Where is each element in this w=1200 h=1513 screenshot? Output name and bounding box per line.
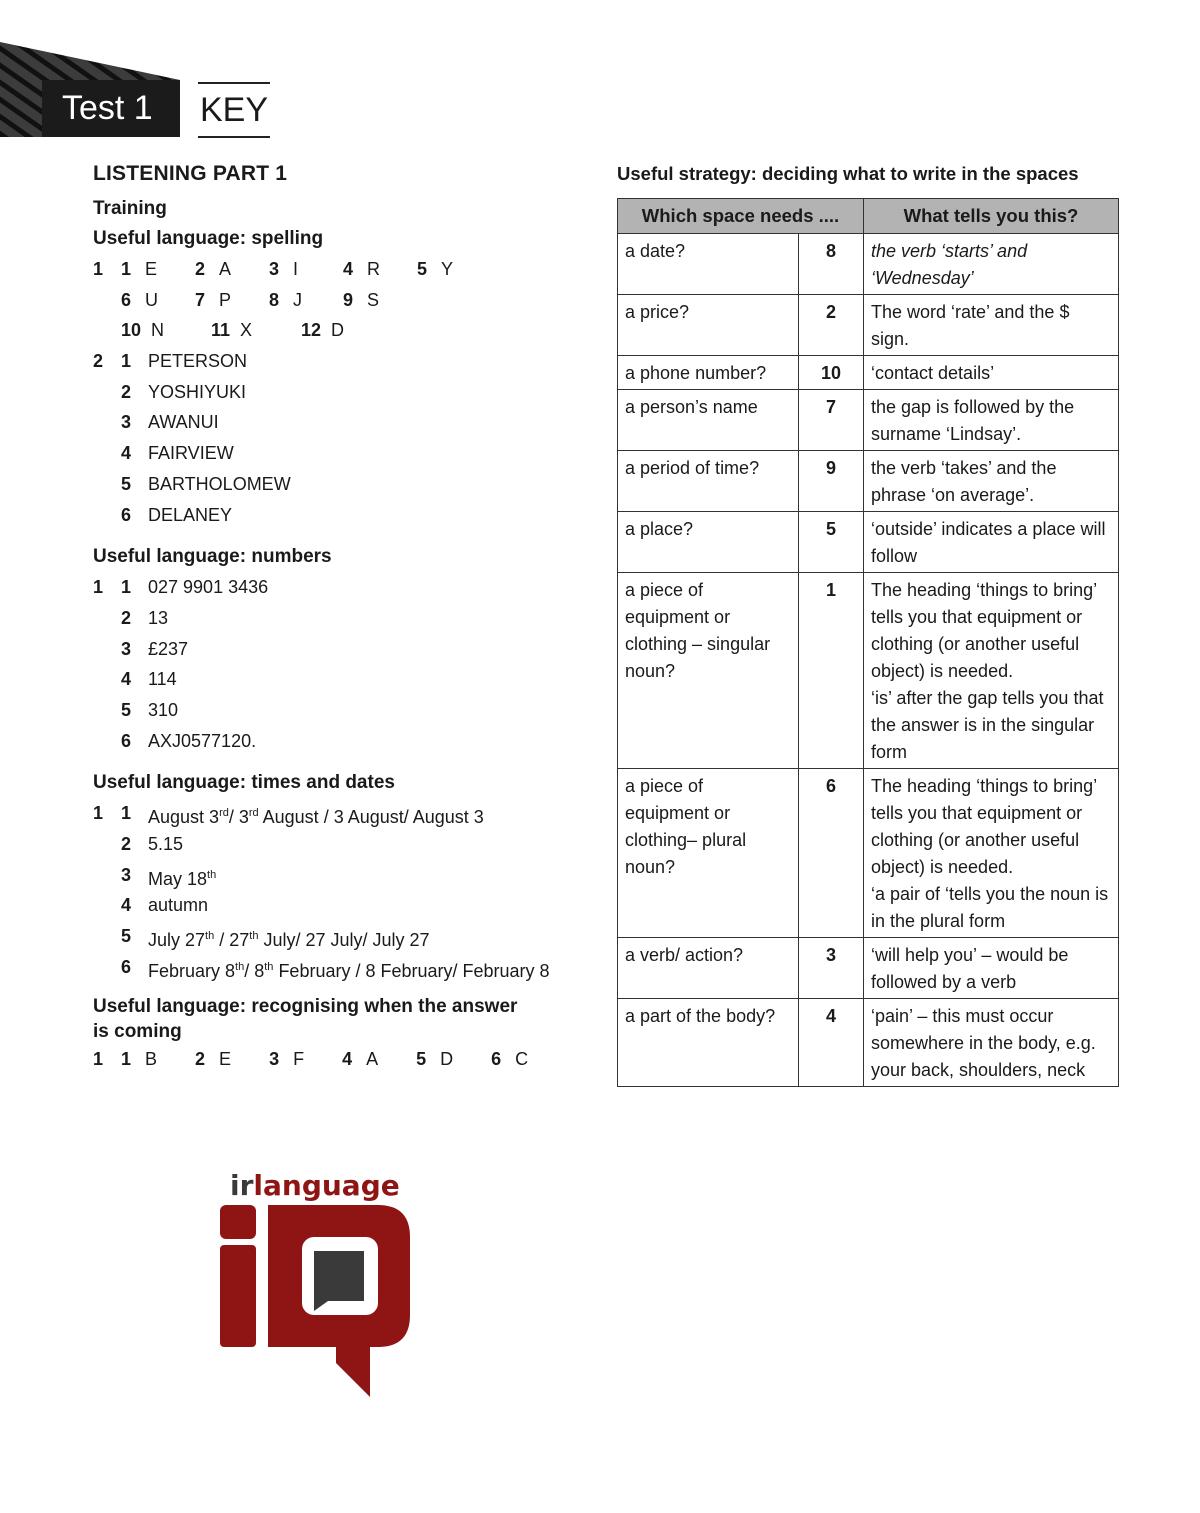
recognising-heading-line1: Useful language: recognising when the answer xyxy=(93,996,518,1018)
item-number: 1 xyxy=(121,351,132,372)
table-row xyxy=(618,295,1119,356)
item-answer: S xyxy=(367,289,380,310)
ordinal-suffix: th xyxy=(207,868,217,881)
space-need-cell: a piece of equipment or clothing – singular noun? xyxy=(618,573,799,769)
spelling-row xyxy=(93,254,593,285)
number-row xyxy=(93,634,593,665)
number-row xyxy=(93,695,593,726)
item-answer: £237 xyxy=(148,638,189,659)
question-number-cell: 4 xyxy=(799,999,864,1087)
recognising-heading xyxy=(93,994,593,1044)
section-title: LISTENING PART 1 xyxy=(93,162,288,185)
item-number: 4 xyxy=(343,259,354,279)
recognising-answers xyxy=(93,1044,593,1075)
item-answer: B xyxy=(145,1049,158,1070)
reason-text: The word ‘rate’ and the $ sign. xyxy=(871,302,1070,349)
spelling-answers xyxy=(93,254,593,530)
item-number: 2 xyxy=(121,607,132,628)
reason-cell xyxy=(864,769,1119,938)
item-number: 6 xyxy=(121,956,132,977)
time-row xyxy=(93,829,593,860)
irlanguage-logo xyxy=(218,1165,414,1400)
times-answers xyxy=(93,798,593,982)
item-number: 12 xyxy=(301,320,322,341)
reason-cell xyxy=(864,295,1119,356)
question-number: 2 xyxy=(93,351,104,372)
space-need-cell: a part of the body? xyxy=(618,999,799,1087)
item-answer: X xyxy=(240,320,253,341)
spelling-pair xyxy=(195,254,269,285)
spelling-pair xyxy=(121,254,195,285)
ordinal-suffix: th xyxy=(264,960,274,973)
reason-text-extra: ‘is’ after the gap tells you that the answer is in the singular form xyxy=(871,688,1104,762)
item-number: 4 xyxy=(121,895,132,916)
reason-text: ‘outside’ indicates a place will follow xyxy=(871,519,1106,566)
number-row xyxy=(93,726,593,757)
question-number-cell: 3 xyxy=(799,938,864,999)
question-number: 1 xyxy=(93,1049,104,1070)
item-answer: August 3rd/ 3rd August / 3 August/ August 3 xyxy=(148,807,484,828)
match-pair xyxy=(342,1049,397,1069)
space-need-cell: a period of time? xyxy=(618,451,799,512)
spelling-pair xyxy=(211,315,301,346)
item-answer: DELANEY xyxy=(148,504,233,525)
name-row xyxy=(93,346,593,377)
reason-cell xyxy=(864,234,1119,295)
item-number: 5 xyxy=(121,473,132,494)
spelling-pair xyxy=(269,285,343,316)
item-answer: 13 xyxy=(148,607,169,628)
item-number: 2 xyxy=(195,1049,206,1070)
item-answer: U xyxy=(145,289,159,310)
number-row xyxy=(93,664,593,695)
item-number: 8 xyxy=(269,289,280,310)
table-row xyxy=(618,769,1119,938)
spelling-pair xyxy=(301,315,391,346)
question-number: 1 xyxy=(93,577,104,598)
item-answer: F xyxy=(293,1049,305,1070)
times-heading: Useful language: times and dates xyxy=(93,772,395,794)
match-pair xyxy=(491,1049,547,1069)
numbers-heading: Useful language: numbers xyxy=(93,546,332,568)
item-answer: R xyxy=(367,259,381,279)
number-row xyxy=(93,572,593,603)
space-need-cell: a date? xyxy=(618,234,799,295)
item-answer: N xyxy=(151,320,165,341)
item-answer: May 18th xyxy=(148,868,217,889)
recognising-row xyxy=(93,1044,593,1075)
item-number: 5 xyxy=(121,926,132,947)
spelling-pair xyxy=(343,254,417,285)
space-need-cell: a piece of equipment or clothing– plural noun? xyxy=(618,769,799,938)
recognising-heading-line2: is coming xyxy=(93,1021,182,1043)
name-row xyxy=(93,500,593,531)
col-header-tells: What tells you this? xyxy=(864,199,1119,234)
question-number-cell: 5 xyxy=(799,512,864,573)
item-answer: 5.15 xyxy=(148,834,184,854)
reason-cell xyxy=(864,451,1119,512)
spelling-pair xyxy=(343,285,417,316)
question-number-cell: 1 xyxy=(799,573,864,769)
spelling-row xyxy=(93,315,593,346)
item-answer: PETERSON xyxy=(148,351,248,372)
item-number: 1 xyxy=(121,803,132,824)
table-row xyxy=(618,512,1119,573)
item-answer: 310 xyxy=(148,699,179,720)
item-number: 4 xyxy=(342,1049,353,1070)
item-answer: C xyxy=(515,1049,529,1070)
strategy-table xyxy=(617,198,1119,1087)
reason-cell xyxy=(864,938,1119,999)
item-number: 9 xyxy=(343,289,354,310)
ordinal-suffix: rd xyxy=(248,807,259,820)
col-header-needs: Which space needs .... xyxy=(618,199,864,234)
reason-text-extra: ‘a pair of ‘tells you the noun is in the plural form xyxy=(871,884,1109,931)
item-number: 5 xyxy=(121,699,132,720)
reason-cell xyxy=(864,512,1119,573)
space-need-cell: a place? xyxy=(618,512,799,573)
item-number: 4 xyxy=(121,443,132,464)
number-row xyxy=(93,603,593,634)
spelling-pair xyxy=(121,285,195,316)
item-number: 4 xyxy=(121,669,132,690)
item-answer: J xyxy=(293,289,303,310)
training-heading: Training xyxy=(93,198,167,219)
item-answer: P xyxy=(219,289,232,310)
question-number: 1 xyxy=(93,803,104,824)
item-answer: AWANUI xyxy=(148,412,219,433)
reason-cell xyxy=(864,573,1119,769)
item-number: 1 xyxy=(121,577,132,598)
table-row xyxy=(618,451,1119,512)
name-row xyxy=(93,438,593,469)
spelling-pair xyxy=(121,315,211,346)
item-answer: A xyxy=(219,259,232,279)
item-answer: E xyxy=(219,1049,232,1070)
item-answer: D xyxy=(440,1049,454,1070)
match-pair xyxy=(121,1049,176,1069)
item-answer: I xyxy=(293,259,299,279)
item-number: 5 xyxy=(416,1049,427,1070)
item-number: 3 xyxy=(121,412,132,433)
question-number-cell: 8 xyxy=(799,234,864,295)
item-answer: Y xyxy=(441,259,454,279)
table-row xyxy=(618,938,1119,999)
test-title: Test 1 xyxy=(62,89,153,127)
item-answer: July 27th / 27th July/ 27 July/ July 27 xyxy=(148,930,430,951)
item-number: 2 xyxy=(195,259,206,279)
reason-text: the gap is followed by the surname ‘Lindsay’. xyxy=(871,397,1075,444)
item-number: 5 xyxy=(417,259,428,279)
item-number: 2 xyxy=(121,381,132,402)
spelling-letters xyxy=(121,315,391,346)
spelling-letters xyxy=(121,254,491,285)
ordinal-suffix: rd xyxy=(219,807,229,820)
key-title: KEY xyxy=(198,82,270,138)
item-number: 6 xyxy=(491,1049,502,1070)
spelling-heading: Useful language: spelling xyxy=(93,228,324,249)
item-answer: FAIRVIEW xyxy=(148,443,234,464)
reason-text: The heading ‘things to bring’ tells you that equipment or clothing (or another useful object) is needed. xyxy=(871,776,1097,877)
name-row xyxy=(93,377,593,408)
header-banner xyxy=(0,0,1200,140)
reason-text: ‘contact details’ xyxy=(871,363,995,383)
ordinal-suffix: th xyxy=(235,960,245,973)
spelling-pair xyxy=(417,254,491,285)
item-answer: 027 9901 3436 xyxy=(148,577,269,598)
question-number-cell: 6 xyxy=(799,769,864,938)
spelling-letters xyxy=(121,285,417,316)
question-number-cell: 9 xyxy=(799,451,864,512)
table-row xyxy=(618,390,1119,451)
item-answer: BARTHOLOMEW xyxy=(148,473,291,494)
reason-cell xyxy=(864,999,1119,1087)
reason-text: ‘will help you’ – would be followed by a verb xyxy=(871,945,1069,992)
match-pair xyxy=(195,1049,250,1069)
ordinal-suffix: th xyxy=(205,930,215,943)
item-number: 2 xyxy=(121,834,132,854)
item-number: 6 xyxy=(121,289,132,310)
question-number-cell: 10 xyxy=(799,356,864,390)
item-number: 3 xyxy=(269,1049,280,1070)
space-need-cell: a phone number? xyxy=(618,356,799,390)
ordinal-suffix: th xyxy=(249,930,259,943)
question-number-cell: 2 xyxy=(799,295,864,356)
match-pair xyxy=(416,1049,472,1069)
right-column xyxy=(617,160,1119,1087)
space-need-cell: a verb/ action? xyxy=(618,938,799,999)
table-row xyxy=(618,573,1119,769)
reason-cell xyxy=(864,390,1119,451)
left-column xyxy=(93,160,593,1075)
table-row xyxy=(618,356,1119,390)
time-row xyxy=(93,860,593,891)
item-number: 11 xyxy=(211,320,231,341)
time-row xyxy=(93,952,593,983)
item-number: 3 xyxy=(269,259,280,279)
spelling-pair xyxy=(269,254,343,285)
time-row xyxy=(93,921,593,952)
match-pair xyxy=(269,1049,323,1069)
question-number-cell: 7 xyxy=(799,390,864,451)
space-need-cell: a price? xyxy=(618,295,799,356)
item-answer: D xyxy=(331,320,345,341)
reason-text: the verb ‘starts’ and ‘Wednesday’ xyxy=(871,241,1028,288)
svg-text:irlanguage: irlanguage xyxy=(230,1169,400,1202)
item-answer: E xyxy=(145,259,158,279)
name-row xyxy=(93,469,593,500)
question-number: 1 xyxy=(93,259,104,279)
reason-text: the verb ‘takes’ and the phrase ‘on average’. xyxy=(871,458,1057,505)
numbers-answers xyxy=(93,572,593,756)
space-need-cell: a person’s name xyxy=(618,390,799,451)
item-number: 10 xyxy=(121,320,142,341)
item-number: 6 xyxy=(121,504,132,525)
spelling-row xyxy=(93,285,593,316)
item-number: 1 xyxy=(121,1049,132,1070)
table-row xyxy=(618,234,1119,295)
item-number: 3 xyxy=(121,638,132,659)
item-answer: A xyxy=(366,1049,379,1070)
strategy-title: Useful strategy: deciding what to write in the spaces xyxy=(617,163,1079,184)
reason-cell xyxy=(864,356,1119,390)
name-row xyxy=(93,407,593,438)
item-number: 6 xyxy=(121,730,132,751)
time-row xyxy=(93,798,593,829)
spelling-pair xyxy=(195,285,269,316)
recognising-matches xyxy=(121,1044,566,1075)
time-row xyxy=(93,890,593,921)
table-header-row xyxy=(618,199,1119,234)
item-answer: 114 xyxy=(148,669,177,690)
item-number: 7 xyxy=(195,289,206,310)
item-answer: autumn xyxy=(148,895,209,916)
item-number: 1 xyxy=(121,259,132,279)
reason-text: The heading ‘things to bring’ tells you that equipment or clothing (or another useful object) is needed. xyxy=(871,580,1097,681)
item-answer: YOSHIYUKI xyxy=(148,381,247,402)
reason-text: ‘pain’ – this must occur somewhere in the body, e.g. your back, shoulders, neck xyxy=(871,1006,1096,1080)
item-answer: February 8th/ 8th February / 8 February/ February 8 xyxy=(148,960,550,981)
item-answer: AXJ0577120. xyxy=(148,730,257,751)
item-number: 3 xyxy=(121,864,132,885)
table-row xyxy=(618,999,1119,1087)
